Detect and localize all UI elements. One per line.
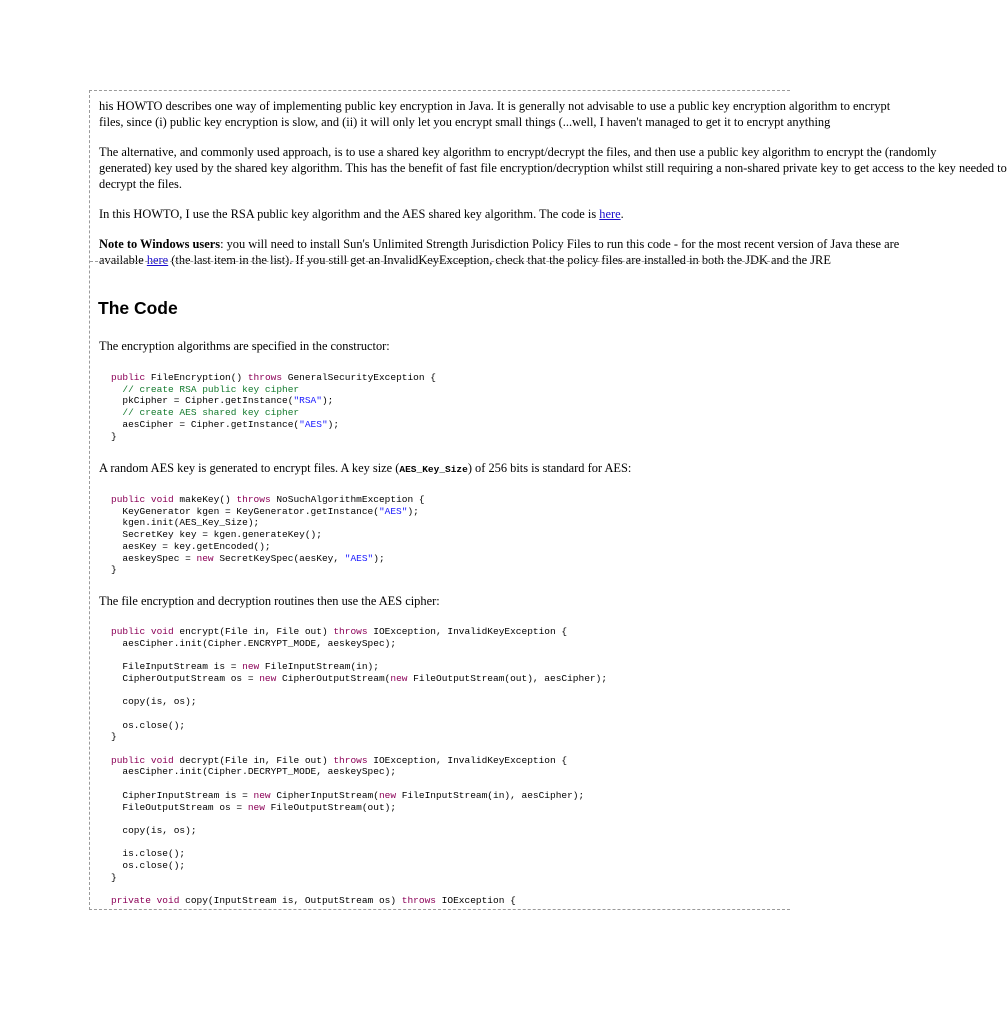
code-block-constructor: public FileEncryption() throws GeneralSecurityException { // create RSA public key cipher pkCipher = Cipher.getInstance("RSA"); // create AES shared key cipher aesCipher = Cipher.getInstance("AES"); } <box>111 372 436 442</box>
policy-files-link[interactable]: here <box>146 253 169 267</box>
constructor-description: The encryption algorithms are specified in the constructor: <box>99 339 390 353</box>
key-description-end: ) of 256 bits is standard for AES: <box>467 461 632 475</box>
key-description <box>99 460 631 478</box>
code-link[interactable]: here <box>599 207 621 221</box>
cipher-description: The file encryption and decryption routines then use the AES cipher: <box>99 594 440 608</box>
key-description-text: A random AES key is generated to encrypt files. A key size ( <box>99 461 400 475</box>
code-block-encrypt-decrypt: public void encrypt(File in, File out) throws IOException, InvalidKeyException { aesCipher.init(Cipher.ENCRYPT_MODE, aeskeySpec); FileInputStream is = new FileInputStream(in); CipherOutputStream os = new CipherOutputStream(new FileOutputStream(out), aesCipher); copy(is, os); os.close(); } public void decrypt(File in, File out) throws IOException, InvalidKeyException { aesCipher.init(Cipher.DECRYPT_MODE, aeskeySpec); CipherInputStream is = new CipherInputStream(new FileInputStream(in), aesCipher); FileOutputStream os = new FileOutputStream(out); copy(is, os); is.close(); os.close(); } private void copy(InputStream is, OutputStream os) throws IOException { <box>111 626 608 907</box>
intro-paragraph-1 <box>99 98 891 130</box>
windows-note-text-2: available <box>99 253 147 267</box>
key-size-constant: AES_Key_Size <box>399 464 468 475</box>
windows-note-text-3: (the last item in the list). If you still get an InvalidKeyException, check that the policy files are installed in both the JDK and the JRE <box>168 253 831 267</box>
intro-paragraph-3 <box>99 206 790 222</box>
intro-p1-line1: his HOWTO describes one way of implementing public key encryption in Java. It is generally not advisable to use a public key encryption algorithm to encrypt <box>99 99 891 113</box>
intro-p1-line2: files, since (i) public key encryption is slow, and (ii) it will only let you encrypt small things (...well, I haven't managed to get it to encrypt anything <box>99 115 831 129</box>
windows-note <box>99 236 900 268</box>
windows-note-text: : you will need to install Sun's Unlimited Strength Jurisdiction Policy Files to run this code - for the most recent version of Java these are <box>220 237 900 251</box>
intro-p2-line1: The alternative, and commonly used approach, is to use a shared key algorithm to encrypt/decrypt the files, and then use a public key algorithm to encrypt the (randomly <box>99 145 937 159</box>
intro-p2-line2: generated) key used by the shared key algorithm. This has the benefit of fast file encryption/decryption whilst still requiring a non-shared private key to get access to the key needed to <box>99 161 1007 175</box>
code-block-makekey: public void makeKey() throws NoSuchAlgorithmException { KeyGenerator kgen = KeyGenerator.getInstance("AES"); kgen.init(AES_Key_Size); SecretKey key = kgen.generateKey(); aesKey = key.getEncoded(); aeskeySpec = new SecretKeySpec(aesKey, "AES"); } <box>111 494 425 576</box>
intro-p3-text: In this HOWTO, I use the RSA public key algorithm and the AES shared key algorithm. The code is <box>99 207 600 221</box>
section-title: The Code <box>98 298 178 318</box>
intro-paragraph-2 <box>99 144 1007 192</box>
intro-p2-line3: decrypt the files. <box>99 177 182 191</box>
windows-note-label: Note to Windows users <box>99 237 221 251</box>
intro-section <box>90 91 1007 268</box>
section-divider <box>90 261 790 262</box>
intro-p3-end: . <box>620 207 624 221</box>
